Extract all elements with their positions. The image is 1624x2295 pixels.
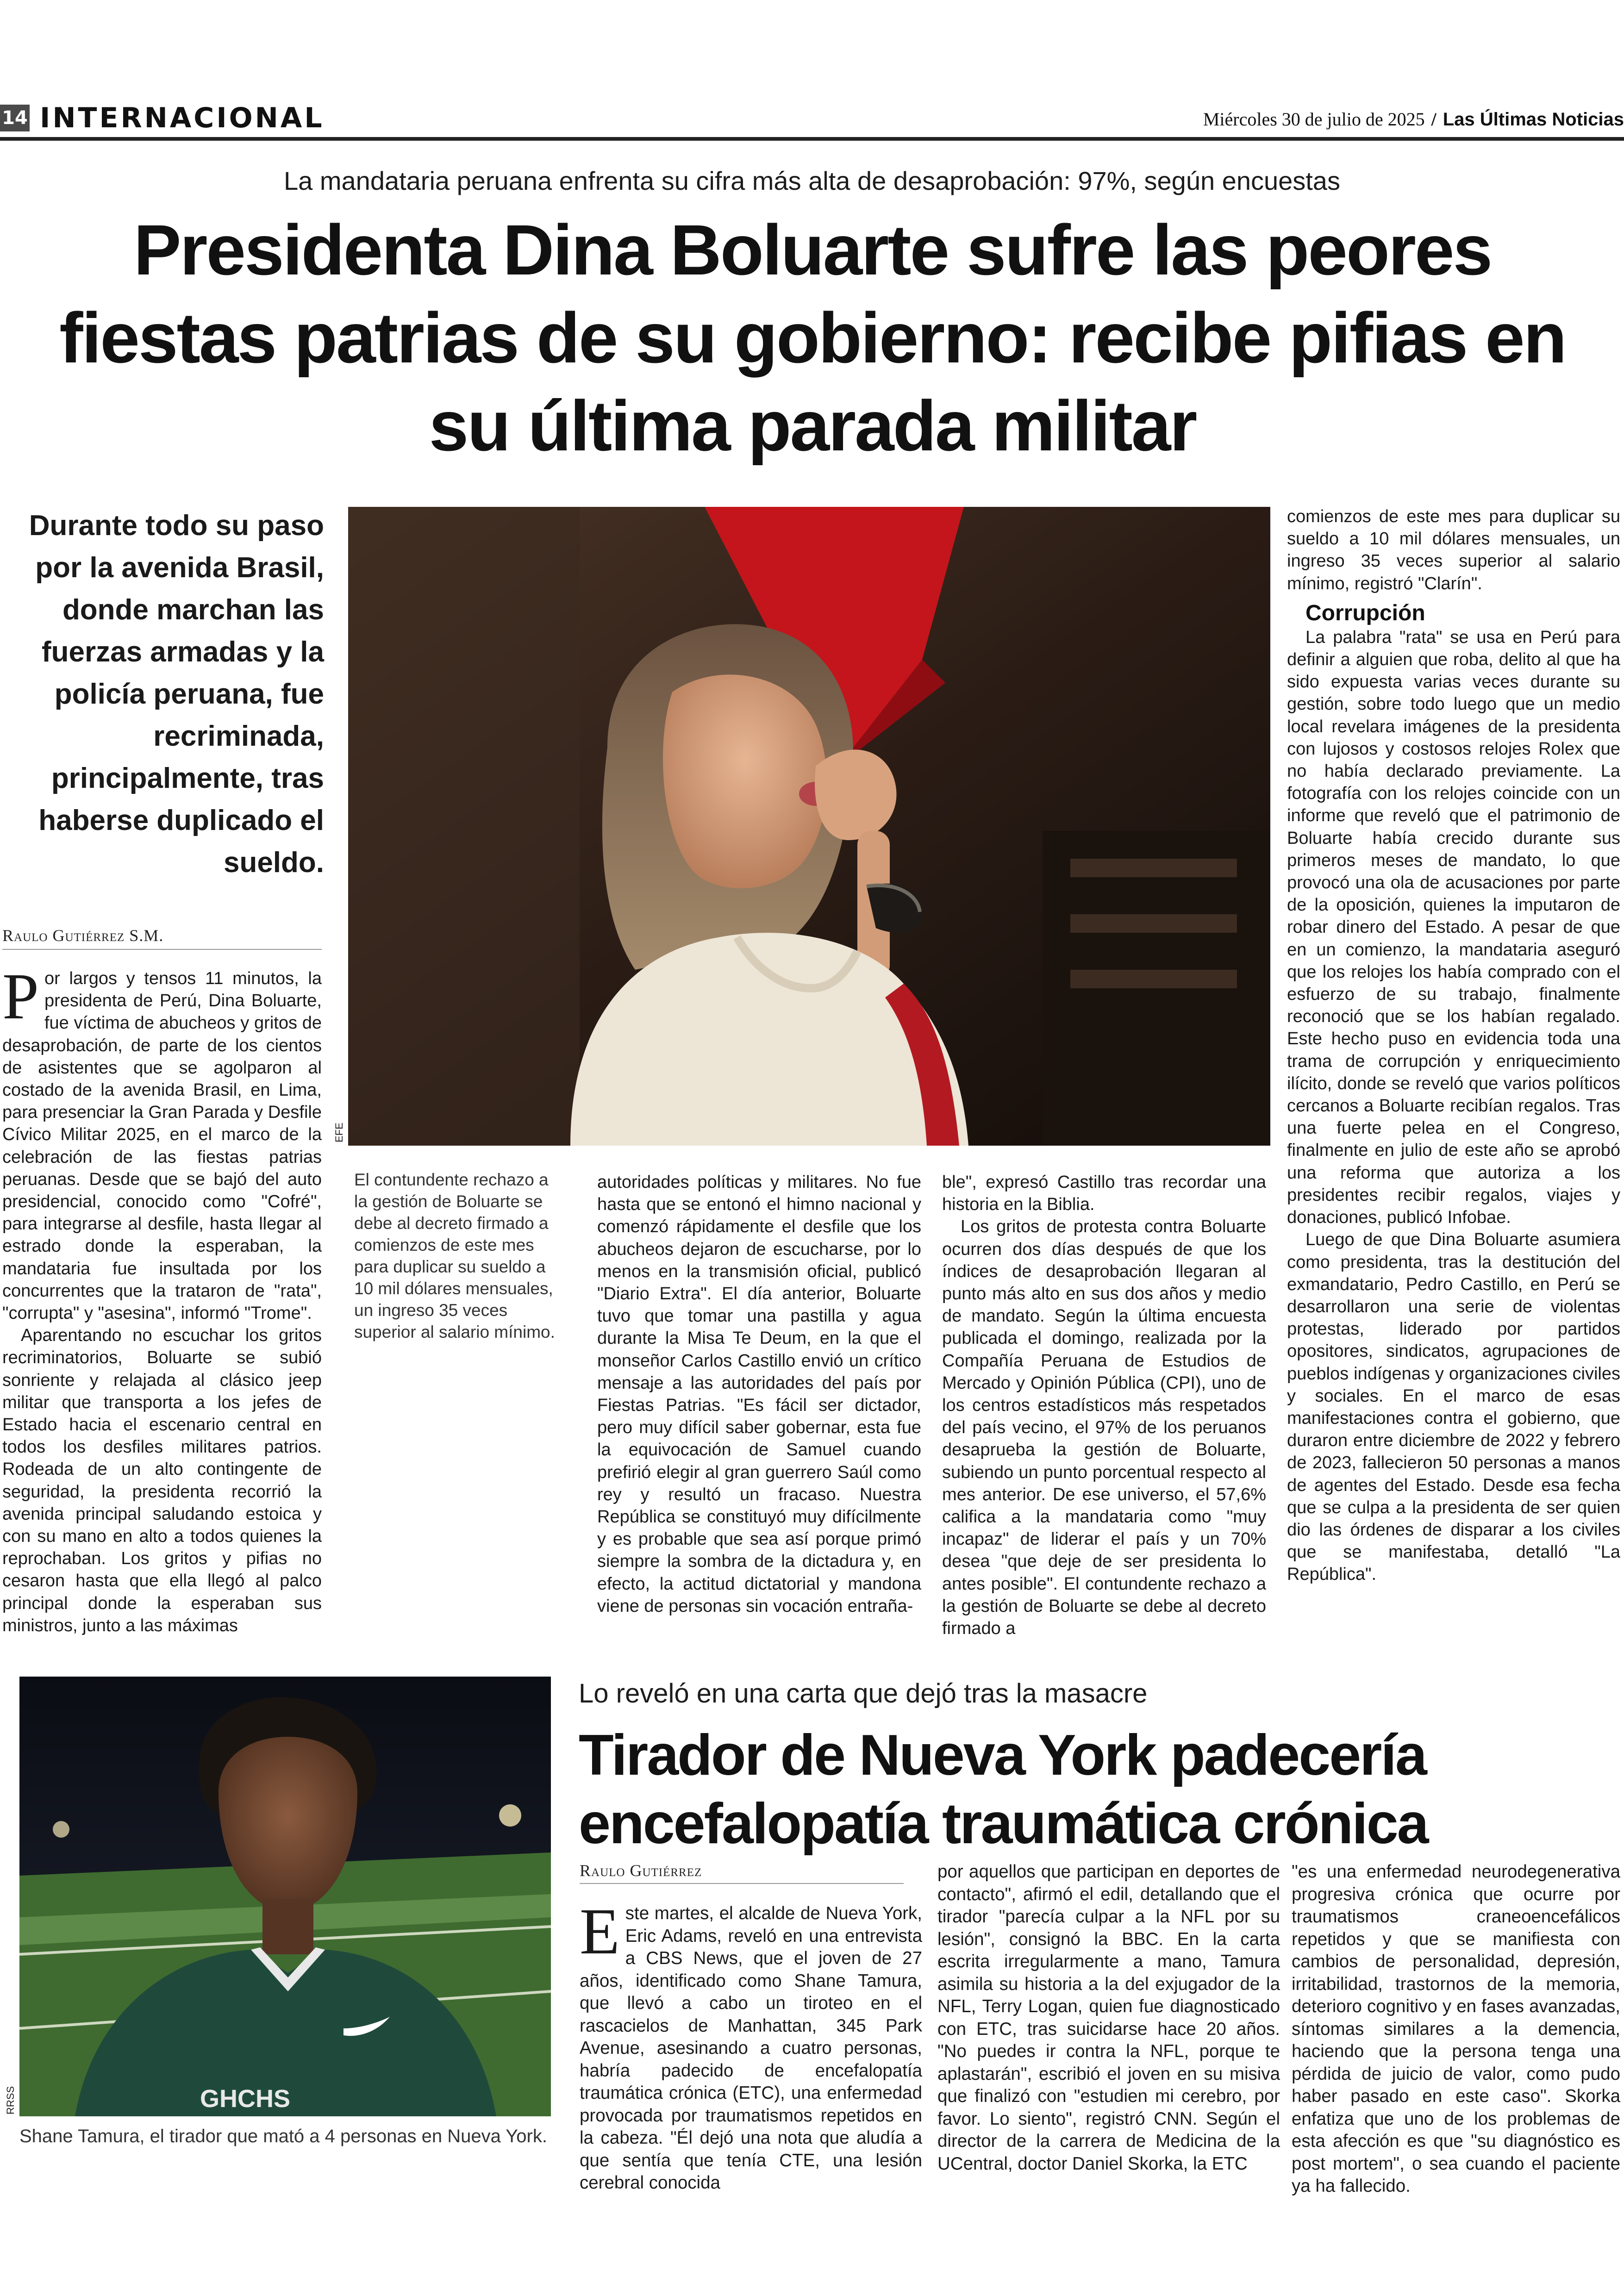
story1-column-1 <box>2 960 322 1637</box>
story1-kicker: La mandataria peruana enfrenta su cifra más alta de desaprobación: 97%, según encuestas <box>284 166 1340 195</box>
body-paragraph <box>580 1895 922 2195</box>
byline-rule <box>580 1883 904 1884</box>
body-paragraph: Aparentando no escuchar los gritos recriminatorios, Boluarte se subió sonriente y relajada al clásico jeep militar que transporta a los jefes de Estado hacia el escenario central en todos los desfiles militares patrios. Rodeada de un alto contingente de seguridad, la presidenta recorrió la avenida principal saludando estoica y con su mano en alto a todos quienes la reprochaban. Los gritos y pifias no cesaron hasta que ella llegó al palco principal donde la esperaban sus ministros, junto a las máximas <box>2 1326 322 1635</box>
story2-byline: Raulo Gutiérrez <box>580 1861 702 1880</box>
story1-column-3 <box>942 1171 1266 1640</box>
body-paragraph: Los gritos de protesta contra Boluarte ocurren dos días después de que los índices de desaprobación llegaran al punto más alto en sus dos años y medio de mandato. Según la última encuesta publicada el domingo, realizada por la Compañía Peruana de Estudios de Mercado y Opinión Pública (CPI), uno de los centros estadísticos más respetados del país vecino, el 97% de los peruanos desaprueba la gestión de Boluarte, subiendo un punto porcentual respecto al mes anterior. De ese universo, el 57,6% califica a la mandataria como "muy incapaz" de liderar el país y un 70% desea "que deje de ser presidenta lo antes posible". El contundente rechazo a la gestión de Boluarte se debe al decreto firmado a <box>942 1217 1266 1639</box>
dateline-separator: / <box>1431 109 1437 130</box>
story1-column-2 <box>597 1171 921 1617</box>
story2-kicker: Lo reveló en una carta que dejó tras la masacre <box>579 1678 1148 1709</box>
section-title: INTERNACIONAL <box>40 102 325 134</box>
dateline <box>1203 106 1624 132</box>
tamura-photo-illustration <box>19 1677 551 2116</box>
header-rule <box>0 137 1624 141</box>
story1-lead: Durante todo su paso por la avenida Brasil, donde marchan las fuerzas armadas y la policía peruana, fue recriminada, principalmente, tras haberse duplicado el sueldo. <box>29 510 324 879</box>
body-paragraph: por aquellos que participan en deportes de contacto", afirmó el edil, detallando que el tirador "parecía culpar a la NFL por su lesión", consignó la BBC. En la carta escrita irregularmente a mano, Tamura asimila su historia a la del exjugador de la NFL, Terry Logan, quien fue diagnosticado con ETC, tras suicidarse hace 20 años. "No puedes ir contra la NFL, porque te aplastarán", escribió el joven en su misiva que finalizó con "estudien mi cerebro, por favor. Lo siento", registró CNN. Según el director de la carrera de Medicina de la UCentral, doctor Daniel Skorka, la ETC <box>937 1862 1280 2174</box>
paragraph-text: ste martes, el alcalde de Nueva York, Eric Adams, reveló en una entrevista a CBS News, que el joven de 27 años, identificado como Shane Tamura, que llevó a cabo un tiroteo en el rascacielos de Manhattan, 345 Park Avenue, asesinando a cuatro personas, habría padecido de encefalopatía traumática crónica (ETC), una enfermedad provocada por traumatismos repetidos en la cabeza. "Él dejó una nota que aludía a que sentía que tenía CTE, una lesión cerebral conocida <box>580 1903 922 2193</box>
boluarte-photo-illustration <box>348 507 1270 1146</box>
photo1-credit <box>332 1116 346 1143</box>
page-number: 14 <box>0 105 30 131</box>
subhead-corrupcion: Corrupción <box>1305 600 1425 625</box>
boluarte-photo <box>348 507 1270 1146</box>
story2-column-3 <box>1292 1861 1620 2198</box>
drop-cap: P <box>2 960 39 1033</box>
body-paragraph: "es una enfermedad neurodegenerativa progresiva crónica que ocurre por traumatismos craneoencefálicos repetidos y que se manifiesta con cambios de personalidad, depresión, irritabilidad, trastornos de la memoria, deterioro cognitivo y en fases avanzadas, síntomas similares a la demencia, haciendo que la persona tenga una pérdida de juicio de valor, como pudo haber pasado en este caso". Skorka enfatiza que uno de los problemas de esta afección es que "su diagnóstico es post mortem", o sea cuando el paciente ya ha fallecido. <box>1292 1862 1620 2196</box>
story1-headline: Presidenta Dina Boluarte sufre las peores fiestas patrias de su gobierno: recibe pifias en su última parada militar <box>59 210 1566 466</box>
publication-name: Las Últimas Noticias <box>1443 109 1624 130</box>
story2-column-2 <box>937 1861 1280 2175</box>
body-paragraph <box>2 960 322 1324</box>
page-header <box>0 103 1624 135</box>
photo1-caption: El contundente rechazo a la gestión de Boluarte se debe al decreto firmado a comienzos de este mes para duplicar su sueldo a 10 mil dólares mensuales, un ingreso 35 veces superior al salario mínimo. <box>354 1170 555 1341</box>
jersey-text: GHCHS <box>200 2085 291 2113</box>
photo1-credit-text: EFE <box>333 1123 345 1142</box>
body-paragraph: Luego de que Dina Boluarte asumiera como presidenta, tras la destitución del exmandatario, Pedro Castillo, en Perú se desarrollaron una serie de violentas protestas, liderado por partidos opositores, sindicatos, agrupaciones de pueblos indígenas y organizaciones civiles y sociales. En el marco de esas manifestaciones contra el gobierno, que duraron entre diciembre de 2022 y febrero de 2023, fallecieron 50 personas a manos de agentes del Estado. Desde esa fecha que se culpa a la presidenta de ser quien dio las órdenes de disparar a los civiles que se manifestaba, detalló "La República". <box>1287 1230 1620 1584</box>
story1-column-4 <box>1287 505 1620 1586</box>
body-paragraph: autoridades políticas y militares. No fue hasta que se entonó el himno nacional y comenzó rápidamente el desfile que los abucheos dejaron de escucharse, por lo menos en la transmisión oficial, publicó "Diario Extra". El día anterior, Boluarte tuvo que tomar una pastilla y agua durante la Misa Te Deum, en la que el monseñor Carlos Castillo envió un crítico mensaje a las autoridades del país por Fiestas Patrias. "Es fácil ser dictador, pero muy difícil saber gobernar, esta fue la equivocación de Samuel cuando prefirió elegir al gran guerrero Saúl como rey y resultó un fracaso. Nuestra República se constituyó muy difícilmente y es probable que sea así porque primó siempre la sombra de la dictadura y, en efecto, la actitud dictatorial y mandona viene de personas sin vocación entraña- <box>597 1172 921 1616</box>
tamura-photo <box>19 1677 551 2116</box>
body-paragraph: ble", expresó Castillo tras recordar una historia en la Biblia. <box>942 1172 1266 1215</box>
story2-column-1 <box>580 1895 922 2195</box>
photo2-caption: Shane Tamura, el tirador que mató a 4 personas en Nueva York. <box>19 2126 547 2146</box>
issue-date: Miércoles 30 de julio de 2025 <box>1203 109 1425 130</box>
photo2-credit-text: RRSS <box>5 2086 16 2114</box>
body-paragraph: comienzos de este mes para duplicar su sueldo a 10 mil dólares mensuales, un ingreso 35 veces superior al salario mínimo, registró "Clarín". <box>1287 507 1620 593</box>
story1-byline: Raulo Gutiérrez S.M. <box>2 926 164 945</box>
story2-headline: Tirador de Nueva York padecería encefalopatía traumática crónica <box>579 1723 1428 1856</box>
photo2-credit <box>4 2078 18 2115</box>
paragraph-text: or largos y tensos 11 minutos, la presidenta de Perú, Dina Boluarte, fue víctima de abucheos y gritos de desaprobación, de parte de los cientos de asistentes que se agolparon al costado de la avenida Brasil, en Lima, para presenciar la Gran Parada y Desfile Cívico Militar 2025, en el marco de la celebración de las fiestas patrias peruanas. Desde que se bajó del auto presidencial, conocido como "Cofré", para integrarse al desfile, hasta llegar al estrado donde la esperaban, la mandataria fue insultada por los concurrentes que la trataron de "rata", "corrupta" y "asesina", informó "Trome". <box>2 969 322 1323</box>
byline-rule <box>2 949 322 950</box>
body-paragraph: La palabra "rata" se usa en Perú para definir a alguien que roba, delito al que ha sido expuesta varias veces durante su gestión, sobre todo luego que un medio local revelara imágenes de la presidenta con lujosos y costosos relojes Rolex que no había declarado previamente. La fotografía con los relojes coincide con un informe que reveló que el patrimonio de Boluarte había crecido durante sus primeros meses de mandato, lo que provocó una ola de acusaciones por parte de la oposición, quienes la imputaron de robar dinero del Estado. A pesar de que en un comienzo, la mandataria aseguró que los relojes los había comprado con el esfuerzo de su trabajo, finalmente reconoció que se los habían regalado. Este hecho puso en evidencia toda una trama de corrupción y enriquecimiento ilícito, donde se reveló que varios políticos cercanos a Boluarte recibían regalos. Tras una fuerte pelea en el Congreso, finalmente en julio de este año se aprobó una reforma que autoriza a los presidentes recibir regalos, viajes y donaciones, publicó Infobae. <box>1287 627 1620 1228</box>
drop-cap: E <box>580 1895 620 1968</box>
